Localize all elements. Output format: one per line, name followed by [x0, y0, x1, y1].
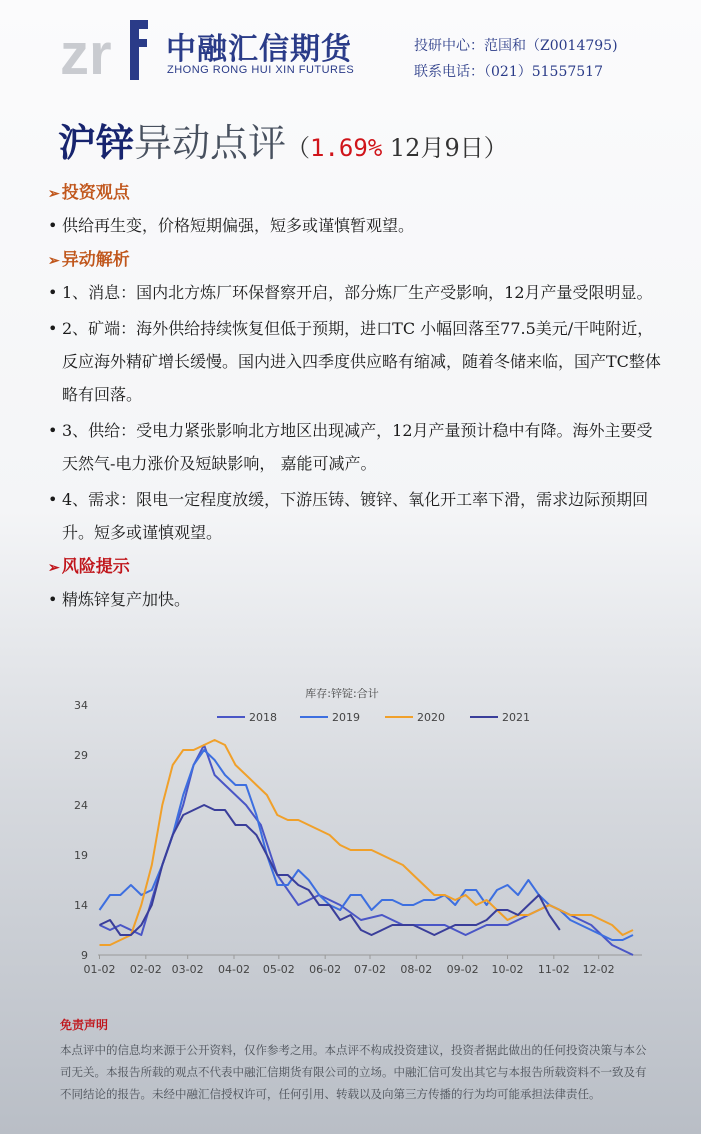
page-title	[58, 112, 508, 167]
x-tick-label: 12-02	[582, 963, 615, 976]
y-tick-label: 14	[74, 899, 88, 912]
series-line-2019	[100, 750, 634, 940]
analysis-bullet: • 4、需求：限电一定程度放缓，下游压铸、镀锌、氧化开工率下滑，需求边际预期回升。短多或谨慎观望。	[48, 483, 668, 549]
legend-label: 2021	[502, 711, 530, 724]
title-paren-close: ）	[483, 134, 508, 162]
title-main: 沪锌	[58, 120, 135, 165]
logo-mark-icon	[60, 14, 156, 80]
x-tick-label: 08-02	[400, 963, 433, 976]
x-tick-label: 04-02	[218, 963, 250, 976]
view-bullet: • 供给再生变，价格短期偏强，短多或谨慎暂观望。	[48, 209, 668, 242]
series-line-2021	[100, 805, 560, 935]
section-analysis-heading: ➢ 异动解析	[48, 250, 130, 270]
inventory-chart	[62, 688, 662, 988]
x-tick-label: 09-02	[446, 963, 479, 976]
chart-title: 库存:锌锭:合计	[305, 688, 379, 700]
logo-chinese-name: 中融汇信期货	[166, 32, 352, 67]
phone-contact: 联系电话：（021）51557517	[414, 64, 603, 80]
x-tick-label: 05-02	[262, 963, 295, 976]
contact-info	[414, 33, 618, 85]
arrow-icon: ➢	[48, 560, 60, 576]
y-tick-label: 34	[74, 699, 88, 712]
analysis-bullet: • 3、供给：受电力紧张影响北方地区出现减产，12月产量预计稳中有降。海外主要受天然气-电力涨价及短缺影响， 嘉能可减产。	[48, 414, 668, 480]
x-tick-label: 11-02	[537, 963, 570, 976]
risk-bullet: • 精炼锌复产加快。	[48, 583, 668, 616]
y-tick-label: 19	[74, 849, 88, 862]
analysis-bullet: • 1、消息：国内北方炼厂环保督察开启，部分炼厂生产受影响，12月产量受限明显。	[48, 276, 668, 309]
research-contact: 投研中心：范国和（Z0014795)	[414, 38, 618, 54]
disclaimer-title: 免责声明	[60, 1018, 109, 1032]
disclaimer-text: 本点评中的信息均来源于公开资料，仅作参考之用。本点评不构成投资建议，投资者据此做出的任何投资决策与本公司无关。本报告所载的观点不代表中融汇信期货有限公司的立场。中融汇信可发出其它与本报告所载资料不一致及有不同结论的报告。未经中融汇信授权许可，任何引用、转载以及向第三方传播的行为均可能承担法律责任。	[60, 1043, 647, 1101]
section-view-heading: ➢ 投资观点	[48, 183, 130, 203]
arrow-icon: ➢	[48, 186, 60, 202]
legend-label: 2019	[332, 711, 360, 724]
x-tick-label: 01-02	[83, 963, 116, 976]
legend-label: 2020	[417, 711, 445, 724]
title-date: 12月9日	[382, 134, 484, 162]
arrow-icon: ➢	[48, 253, 60, 269]
x-tick-label: 02-02	[129, 963, 162, 976]
x-tick-label: 03-02	[171, 963, 204, 976]
section-risk-heading: ➢ 风险提示	[48, 557, 130, 577]
x-tick-label: 06-02	[309, 963, 342, 976]
x-tick-label: 07-02	[354, 963, 386, 976]
title-change: 1.69%	[310, 134, 383, 162]
disclaimer	[60, 1016, 650, 1105]
series-line-2020	[100, 740, 634, 945]
legend-label: 2018	[249, 711, 277, 724]
svg-text:zr: zr	[60, 22, 112, 80]
analysis-bullet: • 2、矿端：海外供给持续恢复但低于预期，进口TC 小幅回落至77.5美元/干吨附近，反应海外精矿增长缓慢。国内进入四季度供应略有缩减，随着冬储来临，国产TC整体略有回落。	[48, 312, 668, 411]
y-tick-label: 24	[74, 799, 88, 812]
company-logo	[60, 10, 380, 85]
y-tick-label: 29	[74, 749, 88, 762]
x-tick-label: 10-02	[491, 963, 524, 976]
y-tick-label: 9	[81, 949, 88, 962]
title-paren-open: （	[286, 134, 311, 162]
logo-english-name: ZHONG RONG HUI XIN FUTURES	[167, 64, 355, 76]
title-sub: 异动点评	[134, 121, 287, 165]
report-content	[48, 178, 668, 619]
